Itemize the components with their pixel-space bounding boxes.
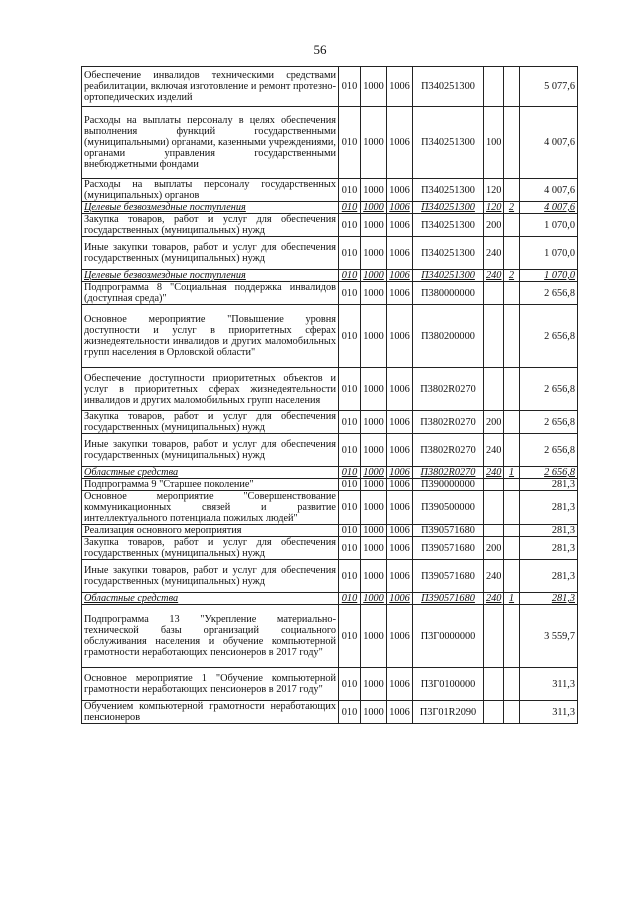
- cell-ved: 010: [339, 202, 361, 214]
- cell-expense-type: [484, 491, 504, 525]
- cell-subsection: 1006: [387, 107, 413, 179]
- cell-target-article: П390571680: [413, 537, 484, 560]
- cell-source: 2: [504, 270, 520, 282]
- cell-subsection: 1006: [387, 305, 413, 368]
- cell-expense-type: [484, 701, 504, 724]
- table-row: [82, 305, 578, 368]
- cell-section: 1000: [361, 282, 387, 305]
- table-row: [82, 537, 578, 560]
- cell-target-article: П340251300: [413, 214, 484, 237]
- row-name: Подпрограмма 8 "Социальная поддержка инвалидов (доступная среда)": [82, 282, 339, 305]
- cell-section: 1000: [361, 525, 387, 537]
- cell-ved: 010: [339, 479, 361, 491]
- cell-ved: 010: [339, 282, 361, 305]
- row-name: Подпрограмма 9 "Старшее поколение": [82, 479, 339, 491]
- cell-source: [504, 560, 520, 593]
- cell-source: [504, 491, 520, 525]
- cell-ved: 010: [339, 467, 361, 479]
- cell-subsection: 1006: [387, 467, 413, 479]
- cell-expense-type: [484, 67, 504, 107]
- cell-section: 1000: [361, 107, 387, 179]
- cell-target-article: П340251300: [413, 202, 484, 214]
- cell-amount: 281,3: [520, 491, 578, 525]
- cell-expense-type: 120: [484, 202, 504, 214]
- cell-subsection: 1006: [387, 214, 413, 237]
- cell-subsection: 1006: [387, 282, 413, 305]
- cell-expense-type: 200: [484, 214, 504, 237]
- cell-source: [504, 282, 520, 305]
- cell-subsection: 1006: [387, 270, 413, 282]
- cell-target-article: П3Г01R2090: [413, 701, 484, 724]
- cell-target-article: П380000000: [413, 282, 484, 305]
- cell-amount: 311,3: [520, 668, 578, 701]
- cell-section: 1000: [361, 479, 387, 491]
- cell-target-article: П390571680: [413, 560, 484, 593]
- cell-source: [504, 668, 520, 701]
- row-name: Основное мероприятие "Повышение уровня доступности и услуг в приоритетных сферах жизнедеятельности инвалидов и других маломобильных групп населения в Орловской области": [82, 305, 339, 368]
- table-row: [82, 701, 578, 724]
- cell-subsection: 1006: [387, 537, 413, 560]
- cell-expense-type: [484, 668, 504, 701]
- cell-expense-type: [484, 605, 504, 668]
- cell-source: [504, 434, 520, 467]
- cell-amount: 281,3: [520, 525, 578, 537]
- cell-subsection: 1006: [387, 368, 413, 411]
- cell-target-article: П340251300: [413, 270, 484, 282]
- row-name: Обеспечение инвалидов техническими средствами реабилитации, включая изготовление и ремонт протезно-ортопедических изделий: [82, 67, 339, 107]
- table-row: [82, 605, 578, 668]
- cell-target-article: П3802R0270: [413, 467, 484, 479]
- cell-ved: 010: [339, 214, 361, 237]
- cell-target-article: П3Г0000000: [413, 605, 484, 668]
- row-name: Целевые безвозмездные поступления: [82, 202, 339, 214]
- cell-expense-type: [484, 479, 504, 491]
- cell-section: 1000: [361, 368, 387, 411]
- table-row: [82, 107, 578, 179]
- cell-section: 1000: [361, 67, 387, 107]
- cell-subsection: 1006: [387, 668, 413, 701]
- cell-ved: 010: [339, 560, 361, 593]
- cell-target-article: П390000000: [413, 479, 484, 491]
- cell-target-article: П390500000: [413, 491, 484, 525]
- row-name: Реализация основного мероприятия: [82, 525, 339, 537]
- cell-amount: 281,3: [520, 593, 578, 605]
- page-number: 56: [313, 42, 327, 57]
- cell-source: 1: [504, 467, 520, 479]
- row-name: Иные закупки товаров, работ и услуг для обеспечения государственных (муниципальных) нужд: [82, 237, 339, 270]
- cell-source: [504, 701, 520, 724]
- cell-target-article: П340251300: [413, 179, 484, 202]
- cell-target-article: П390571680: [413, 593, 484, 605]
- cell-expense-type: 240: [484, 467, 504, 479]
- cell-ved: 010: [339, 668, 361, 701]
- cell-amount: 4 007,6: [520, 179, 578, 202]
- row-name: Закупка товаров, работ и услуг для обеспечения государственных (муниципальных) нужд: [82, 214, 339, 237]
- cell-target-article: П3802R0270: [413, 434, 484, 467]
- cell-amount: 4 007,6: [520, 107, 578, 179]
- cell-expense-type: 240: [484, 270, 504, 282]
- cell-ved: 010: [339, 605, 361, 668]
- cell-section: 1000: [361, 593, 387, 605]
- cell-source: [504, 67, 520, 107]
- budget-table: [81, 66, 578, 724]
- cell-source: [504, 305, 520, 368]
- cell-source: [504, 605, 520, 668]
- cell-amount: 311,3: [520, 701, 578, 724]
- cell-ved: 010: [339, 107, 361, 179]
- cell-subsection: 1006: [387, 479, 413, 491]
- cell-section: 1000: [361, 605, 387, 668]
- table-row: [82, 270, 578, 282]
- cell-amount: 2 656,8: [520, 467, 578, 479]
- table-row: [82, 411, 578, 434]
- table-row: [82, 467, 578, 479]
- cell-subsection: 1006: [387, 701, 413, 724]
- cell-subsection: 1006: [387, 434, 413, 467]
- row-name: Иные закупки товаров, работ и услуг для обеспечения государственных (муниципальных) нужд: [82, 434, 339, 467]
- row-name: Закупка товаров, работ и услуг для обеспечения государственных (муниципальных) нужд: [82, 537, 339, 560]
- cell-amount: 281,3: [520, 537, 578, 560]
- cell-ved: 010: [339, 537, 361, 560]
- cell-expense-type: 200: [484, 411, 504, 434]
- cell-target-article: П380200000: [413, 305, 484, 368]
- cell-amount: 1 070,0: [520, 214, 578, 237]
- cell-section: 1000: [361, 560, 387, 593]
- table-row: [82, 525, 578, 537]
- cell-source: 1: [504, 593, 520, 605]
- cell-ved: 010: [339, 701, 361, 724]
- cell-ved: 010: [339, 305, 361, 368]
- cell-section: 1000: [361, 668, 387, 701]
- table-row: [82, 593, 578, 605]
- cell-ved: 010: [339, 434, 361, 467]
- cell-expense-type: [484, 282, 504, 305]
- cell-expense-type: [484, 525, 504, 537]
- cell-target-article: П3802R0270: [413, 368, 484, 411]
- cell-source: [504, 368, 520, 411]
- cell-amount: 2 656,8: [520, 282, 578, 305]
- cell-target-article: П340251300: [413, 237, 484, 270]
- cell-expense-type: 240: [484, 237, 504, 270]
- cell-ved: 010: [339, 67, 361, 107]
- cell-section: 1000: [361, 214, 387, 237]
- row-name: Обучением компьютерной грамотности неработающих пенсионеров: [82, 701, 339, 724]
- table-row: [82, 479, 578, 491]
- cell-expense-type: 240: [484, 560, 504, 593]
- cell-expense-type: 100: [484, 107, 504, 179]
- cell-section: 1000: [361, 270, 387, 282]
- cell-target-article: П340251300: [413, 67, 484, 107]
- cell-amount: 4 007,6: [520, 202, 578, 214]
- cell-section: 1000: [361, 305, 387, 368]
- table-row: [82, 282, 578, 305]
- row-name: Обеспечение доступности приоритетных объектов и услуг в приоритетных сферах жизнедеятельности инвалидов и других маломобильных групп населения: [82, 368, 339, 411]
- cell-amount: 1 070,0: [520, 237, 578, 270]
- cell-source: [504, 107, 520, 179]
- cell-amount: 2 656,8: [520, 305, 578, 368]
- cell-source: [504, 537, 520, 560]
- cell-source: [504, 214, 520, 237]
- cell-source: 2: [504, 202, 520, 214]
- cell-ved: 010: [339, 179, 361, 202]
- cell-subsection: 1006: [387, 560, 413, 593]
- cell-amount: 2 656,8: [520, 368, 578, 411]
- cell-expense-type: [484, 305, 504, 368]
- cell-expense-type: 240: [484, 434, 504, 467]
- cell-expense-type: 120: [484, 179, 504, 202]
- row-name: Областные средства: [82, 593, 339, 605]
- cell-source: [504, 179, 520, 202]
- cell-expense-type: 240: [484, 593, 504, 605]
- table-row: [82, 237, 578, 270]
- cell-ved: 010: [339, 368, 361, 411]
- cell-amount: 281,3: [520, 479, 578, 491]
- cell-section: 1000: [361, 467, 387, 479]
- row-name: Подпрограмма 13 "Укрепление материально-технической базы организаций социального обслуживания населения и обучение компьютерной грамотности неработающих пенсионеров в 2017 году": [82, 605, 339, 668]
- cell-section: 1000: [361, 434, 387, 467]
- cell-source: [504, 411, 520, 434]
- cell-expense-type: [484, 368, 504, 411]
- cell-amount: 281,3: [520, 560, 578, 593]
- row-name: Областные средства: [82, 467, 339, 479]
- cell-subsection: 1006: [387, 411, 413, 434]
- cell-target-article: П390571680: [413, 525, 484, 537]
- cell-subsection: 1006: [387, 237, 413, 270]
- cell-ved: 010: [339, 270, 361, 282]
- cell-ved: 010: [339, 491, 361, 525]
- cell-source: [504, 479, 520, 491]
- row-name: Основное мероприятие 1 "Обучение компьютерной грамотности неработающих пенсионеров в 2017 году": [82, 668, 339, 701]
- row-name: Расходы на выплаты персоналу государственных (муниципальных) органов: [82, 179, 339, 202]
- cell-ved: 010: [339, 411, 361, 434]
- cell-section: 1000: [361, 179, 387, 202]
- cell-target-article: П340251300: [413, 107, 484, 179]
- cell-section: 1000: [361, 491, 387, 525]
- row-name: Иные закупки товаров, работ и услуг для обеспечения государственных (муниципальных) нужд: [82, 560, 339, 593]
- cell-subsection: 1006: [387, 593, 413, 605]
- cell-target-article: П3802R0270: [413, 411, 484, 434]
- table-row: [82, 67, 578, 107]
- row-name: Основное мероприятие "Совершенствование коммуникационных связей и развитие интеллектуального потенциала пожилых людей": [82, 491, 339, 525]
- cell-section: 1000: [361, 537, 387, 560]
- cell-subsection: 1006: [387, 67, 413, 107]
- cell-amount: 5 077,6: [520, 67, 578, 107]
- cell-source: [504, 237, 520, 270]
- table-row: [82, 560, 578, 593]
- cell-subsection: 1006: [387, 202, 413, 214]
- table-row: [82, 434, 578, 467]
- cell-amount: 1 070,0: [520, 270, 578, 282]
- table-row: [82, 491, 578, 525]
- cell-target-article: П3Г0100000: [413, 668, 484, 701]
- table-row: [82, 202, 578, 214]
- cell-subsection: 1006: [387, 525, 413, 537]
- table-row: [82, 668, 578, 701]
- row-name: Закупка товаров, работ и услуг для обеспечения государственных (муниципальных) нужд: [82, 411, 339, 434]
- cell-ved: 010: [339, 237, 361, 270]
- cell-section: 1000: [361, 701, 387, 724]
- cell-ved: 010: [339, 593, 361, 605]
- cell-amount: 2 656,8: [520, 434, 578, 467]
- cell-source: [504, 525, 520, 537]
- table-row: [82, 214, 578, 237]
- cell-section: 1000: [361, 202, 387, 214]
- cell-amount: 3 559,7: [520, 605, 578, 668]
- table-row: [82, 179, 578, 202]
- cell-subsection: 1006: [387, 179, 413, 202]
- cell-subsection: 1006: [387, 491, 413, 525]
- row-name: Целевые безвозмездные поступления: [82, 270, 339, 282]
- cell-expense-type: 200: [484, 537, 504, 560]
- table-row: [82, 368, 578, 411]
- cell-section: 1000: [361, 411, 387, 434]
- row-name: Расходы на выплаты персоналу в целях обеспечения выполнения функций государственными (муниципальными) органами, казенными учреждениями, органами управления государственными внебюджетными фондами: [82, 107, 339, 179]
- cell-subsection: 1006: [387, 605, 413, 668]
- cell-amount: 2 656,8: [520, 411, 578, 434]
- cell-section: 1000: [361, 237, 387, 270]
- cell-ved: 010: [339, 525, 361, 537]
